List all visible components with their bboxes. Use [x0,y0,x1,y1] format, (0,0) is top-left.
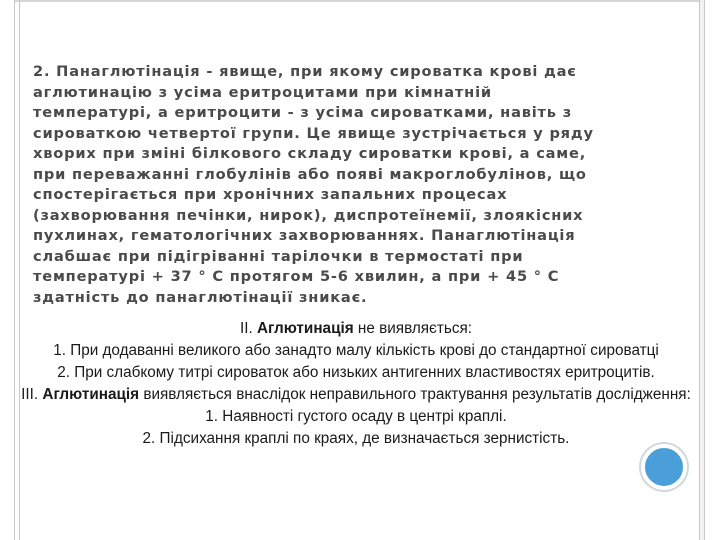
left-border-outer [14,0,15,540]
section-two-heading [14,318,698,340]
top-border [14,0,705,2]
section-three-item-2: 2. Підсихання краплі по краях, де визначається зернистість. [142,430,570,447]
section-two-term: Аглютинація [256,320,354,337]
section-two-item-2: 2. При слабкому титрі сироваток або низьких антигенних властивостях еритроцитів. [57,364,655,381]
section-two-rest: не виявляється: [357,320,473,337]
panagglutination-paragraph: 2. Панаглютінація - явище, при якому сироватка крові дає аглютинацію з усіма еритроцитами при кімнатній температурі, а еритроцити - з усіма сироватками, навіть з сироваткою четвертої групи. Це явище зустрічається у ряду хворих при зміні білкового складу сироватки крові, а саме, при переважанні глобулінів або появі макроглобулінов, що спостерігається при хронічних запальних процесах (захворювання печінки, нирок), диспротеїнемії, злоякісних пухлинах, гематологічних захворюваннях. Панаглютінація слабшає при підігріванні тарілочки в термостаті при температурі + 37 ° С протягом 5-6 хвилин, а при + 45 ° С здатність до панаглютінації зникає. [33,63,594,306]
right-border-inner [699,0,700,540]
right-border-outer [704,0,705,540]
agglutination-sections [14,318,698,450]
left-border-inner [19,0,20,540]
decorative-circle [641,444,687,490]
section-three-term: Аглютинація [42,386,140,403]
section-three-rest: виявляється внаслідок неправильного трактування результатів дослідження: [143,386,691,403]
section-three-numeral: III. [21,386,39,403]
section-two-item-1: 1. При додаванні великого або занадто малу кількість крові до стандартної сироватці [53,342,659,359]
section-three-item-1: 1. Наявності густого осаду в центрі краплі. [205,408,507,425]
section-three-heading [14,384,698,406]
section-two-numeral: II. [239,320,253,337]
